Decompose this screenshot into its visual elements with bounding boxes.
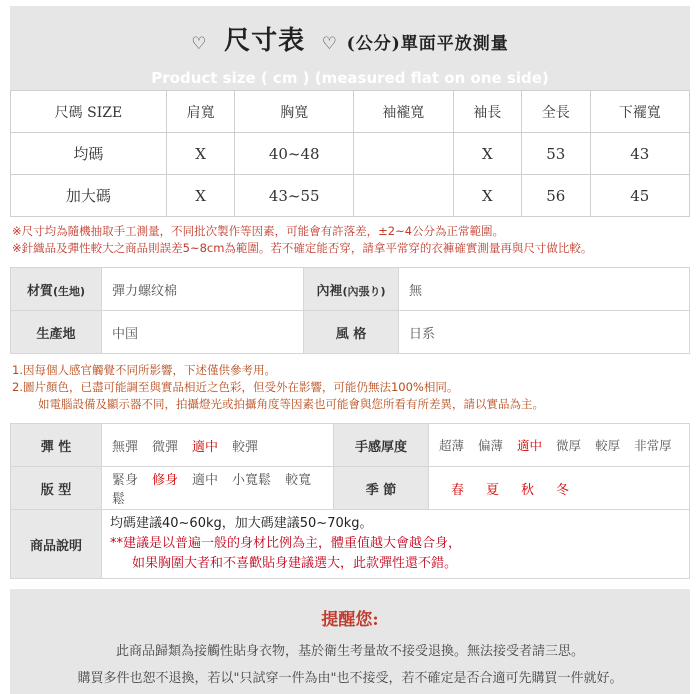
- option-label: 緊身: [112, 473, 139, 488]
- option-label: 偏薄: [478, 438, 504, 453]
- option-selected: 春: [451, 482, 465, 498]
- table-row: [11, 133, 690, 175]
- fit-row: [11, 467, 690, 510]
- reminder-line: 購買多件也恕不退換，若以"只試穿一件為由"也不接受，若不確定是否合適可先購買一件就好。: [77, 671, 623, 686]
- description-text: [102, 510, 690, 579]
- season-label: 季 節: [334, 467, 429, 510]
- reminder-line: 此商品歸類為接觸性貼身衣物，基於衛生考量故不接受退換。無法接受者請三思。: [115, 644, 584, 659]
- title-main: [10, 6, 690, 57]
- option-selected: 適中: [192, 439, 219, 455]
- elasticity-row: [11, 424, 690, 467]
- material-label: 材質(生地): [11, 268, 102, 311]
- option-label: 無彈: [112, 439, 139, 455]
- fit-label: 版 型: [11, 467, 102, 510]
- description-line: 均碼建議40~60kg，加大碼建議50~70kg。: [110, 516, 373, 531]
- note-line: 1.因每個人感官觸覺不同所影響，下述僅供參考用。: [12, 363, 276, 377]
- option-selected: 冬: [556, 482, 570, 498]
- option-label: 較彈: [232, 439, 259, 455]
- option-label: 微彈: [152, 439, 179, 455]
- measurement-notes: [10, 217, 690, 267]
- heart-icon: ♡: [321, 34, 339, 54]
- header-cell: 袖襱寬: [354, 91, 453, 133]
- header-cell: 下襬寬: [590, 91, 689, 133]
- reminder-band: [10, 589, 690, 694]
- material-table: [10, 267, 690, 354]
- fit-options: [102, 467, 334, 510]
- page-title: 尺寸表: [224, 26, 306, 56]
- option-label: 非常厚: [634, 438, 672, 453]
- origin-row: [11, 311, 690, 354]
- material-value: 彈力螺纹棉: [102, 268, 304, 311]
- size-table: [10, 90, 690, 217]
- lining-label: 內裡(內張り): [304, 268, 399, 311]
- elasticity-label: 彈 性: [11, 424, 102, 467]
- size-table-header: [11, 91, 690, 133]
- heart-icon: ♡: [191, 34, 208, 54]
- description-row: [11, 510, 690, 579]
- option-label: 小寬鬆: [232, 473, 272, 488]
- description-line: **建議是以普遍一般的身材比例為主，體重值越大會越合身，: [110, 536, 462, 551]
- note-line: 2.圖片顏色，已盡可能調至與實品相近之色彩，但受外在影響，可能仍無法100%相同。: [12, 380, 459, 394]
- description-line: 如果胸圍大者和不喜歡貼身建議選大，此款彈性還不錯。: [132, 556, 458, 571]
- header-cell: 全長: [522, 91, 591, 133]
- title-suffix: (公分)單面平放測量: [346, 34, 509, 54]
- option-label: 較厚: [595, 438, 621, 453]
- option-selected: 夏: [486, 482, 500, 498]
- note-line: 如電腦設備及顯示器不同，拍攝燈光或拍攝角度等因素也可能會與您所看有所差異，請以實品為主。: [38, 397, 544, 411]
- table-cell: 53: [522, 133, 591, 175]
- option-selected: 適中: [517, 438, 543, 453]
- table-cell: 43~55: [235, 175, 354, 217]
- table-cell: X: [166, 175, 235, 217]
- table-cell: 45: [590, 175, 689, 217]
- option-label: 較寬鬆: [112, 473, 312, 507]
- table-cell: 均碼: [11, 133, 167, 175]
- season-options: [429, 467, 690, 510]
- origin-label: 生產地: [11, 311, 102, 354]
- table-cell: X: [453, 133, 522, 175]
- table-cell: 40~48: [235, 133, 354, 175]
- table-cell: X: [166, 133, 235, 175]
- style-label: 風 格: [304, 311, 399, 354]
- elasticity-options: [102, 424, 334, 467]
- origin-value: 中国: [102, 311, 304, 354]
- option-selected: 修身: [152, 473, 179, 488]
- header-cell: 肩寬: [166, 91, 235, 133]
- thickness-options: [429, 424, 690, 467]
- table-cell: 加大碼: [11, 175, 167, 217]
- note-line: ※針織品及彈性較大之商品則誤差5~8cm為範圍。若不確定能否穿，請拿平常穿的衣褲確實測量再與尺寸做比較。: [12, 241, 593, 255]
- table-cell: X: [453, 175, 522, 217]
- description-label: 商品說明: [11, 510, 102, 579]
- table-cell: [354, 175, 453, 217]
- option-label: 微厚: [556, 438, 582, 453]
- option-selected: 秋: [521, 482, 535, 498]
- attribute-table: [10, 423, 690, 579]
- title-band: [10, 6, 690, 90]
- title-english: Product size ( cm ) (measured flat on one side): [151, 69, 549, 87]
- thickness-label: 手感厚度: [334, 424, 429, 467]
- color-notes: [10, 354, 690, 423]
- note-line: ※尺寸均為隨機抽取手工測量，不同批次製作等因素，可能會有許落差，±2~4公分為正常範圍。: [12, 224, 505, 238]
- material-row: [11, 268, 690, 311]
- table-row: [11, 175, 690, 217]
- style-value: 日系: [399, 311, 690, 354]
- header-cell: 尺碼 SIZE: [11, 91, 167, 133]
- size-chart-sheet: [10, 6, 690, 694]
- header-cell: 胸寬: [235, 91, 354, 133]
- option-label: 適中: [192, 473, 219, 488]
- table-cell: 56: [522, 175, 591, 217]
- table-cell: 43: [590, 133, 689, 175]
- reminder-title: 提醒您:: [321, 610, 379, 630]
- lining-value: 無: [399, 268, 690, 311]
- table-cell: [354, 133, 453, 175]
- option-label: 超薄: [439, 438, 465, 453]
- header-cell: 袖長: [453, 91, 522, 133]
